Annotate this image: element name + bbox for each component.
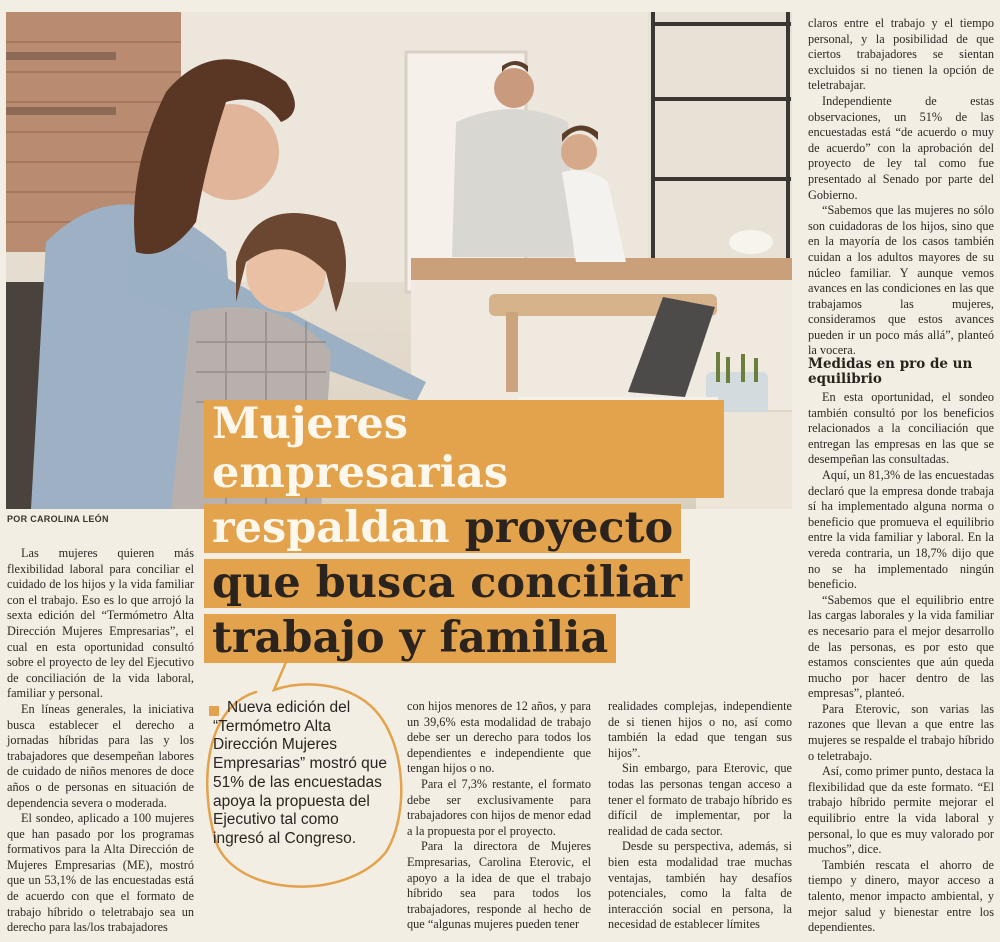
- paragraph: Para el 7,3% restante, el formato debe ser exclusivamente para trabajadores con hijos de menor edad a la propuesta por el proyecto.: [407, 776, 591, 838]
- paragraph: En esta oportunidad, el sondeo también consultó por los beneficios relacionados a la conciliación que entregan las empresas en las que se desempeñan las consultadas.: [808, 390, 994, 467]
- paragraph: Así, como primer punto, destaca la flexibilidad que da este formato. “El trabajo híbrido permite mejorar el equilibrio entre la vida laboral y personal, lo que es muy valorado por muchos”, dice.: [808, 764, 994, 857]
- paragraph: En líneas generales, la iniciativa busca establecer el derecho a jornadas híbridas para las y los trabajadores que desempeñan labores de cuidado de niños menores de doce años o de personas en situación de dependencia severa o moderada.: [7, 701, 194, 810]
- headline-line-1: Mujeres empresarias: [204, 400, 724, 498]
- byline: POR CAROLINA LEÓN: [7, 514, 109, 524]
- headline-line-4: trabajo y familia: [204, 614, 616, 663]
- headline-line-2-dark: proyecto: [464, 503, 674, 553]
- headline-line-3: que busca conciliar: [204, 559, 690, 608]
- paragraph: realidades complejas, independiente de si tienen hijos o no, así como también la edad que tengan sus hijos”.: [608, 699, 792, 760]
- column-2: [407, 699, 591, 933]
- headline: [204, 400, 724, 669]
- paragraph: Desde su perspectiva, además, si bien esta modalidad trae muchas ventajas, también hay desafíos potenciales, como la falta de interacción social en persona, la necesidad de establecer límites: [608, 839, 792, 932]
- headline-line-2: [204, 504, 681, 553]
- paragraph: Para Eterovic, son varias las razones que llevan a que entre las mujeres se respalde el trabajo híbrido o teletrabajo.: [808, 701, 994, 763]
- column-1: [7, 546, 194, 936]
- paragraph: Para la directora de Mujeres Empresarias, Carolina Eterovic, el apoyo a la idea de que el trabajo híbrido sea para todos los trabajadores, responde al hecho de que “algunas mujeres pueden tener: [407, 839, 591, 932]
- section-subhead: Medidas en pro de un equilibrio: [808, 356, 973, 387]
- column-4-bottom: [808, 390, 994, 936]
- column-4-top: [808, 16, 994, 359]
- paragraph: Sin embargo, para Eterovic, que todas las personas tengan acceso a tener el formato de trabajo híbrido es difícil de implementar, por la realidad de cada sector.: [608, 761, 792, 838]
- paragraph: El sondeo, aplicado a 100 mujeres que han pasado por los programas formativos para la Alta Dirección de Mujeres Empresarias (ME), mostró que un 53,1% de las encuestadas está de acuerdo con que el formato de trabajo híbrido o teletrabajo sea un derecho para las/los trabajadores: [7, 811, 194, 935]
- pull-quote: Nueva edición del “Termómetro Alta Dirección Mujeres Empresarias” mostró que 51% de las encuestadas apoya la propuesta del Ejecutivo tal como ingresó al Congreso.: [213, 699, 388, 847]
- headline-line-2-light: respaldan: [212, 503, 450, 553]
- paragraph: “Sabemos que las mujeres no sólo son cuidadoras de los hijos, sino que en la mayoría de los casos también cuidan a los adultos mayores de su núcleo familiar. Y aunque vemos avances en las condiciones en las que trabajamos las mujeres, consideramos que estos avances pueden ir un poco más allá”, planteó la vocera.: [808, 203, 994, 358]
- paragraph: “Sabemos que el equilibrio entre las cargas laborales y la vida familiar es necesario para el mejor desarrollo de las personas, es por esto que estamos conscientes que aún queda mucho por hacer dentro de las empresas”, planteó.: [808, 592, 994, 701]
- column-3: [608, 699, 792, 933]
- paragraph: con hijos menores de 12 años, y para un 39,6% esta modalidad de trabajo debe ser un derecho para todos los dependientes e independiente que tengan hijos o no.: [407, 699, 591, 776]
- paragraph: Independiente de estas observaciones, un 51% de las encuestadas está “de acuerdo o muy de acuerdo” con la aprobación del proyecto de ley tal como fue presentado al Senado por parte del Gobierno.: [808, 93, 994, 202]
- paragraph: claros entre el trabajo y el tiempo personal, y la posibilidad de que ciertos trabajadores se sientan excluidos si no tienen la opción de teletrabajar.: [808, 16, 994, 93]
- paragraph: Aquí, un 81,3% de las encuestadas declaró que la empresa donde trabaja sí ha implementado alguna norma o beneficio que promueva el equilibrio entre la vida familiar y laboral. En la vereda contraria, un 18,7% dijo que no se ha implementado ningún beneficio.: [808, 467, 994, 592]
- paragraph: Las mujeres quieren más flexibilidad laboral para conciliar el cuidado de los hijos y la vida familiar con el trabajo. Eso es lo que arrojó la sexta edición del “Termómetro Alta Dirección Mujeres Empresarias”, el cual en esta oportunidad consultó sobre el proyecto de ley del Ejecutivo de conciliación de la vida laboral, familiar y personal.: [7, 546, 194, 701]
- paragraph: También rescata el ahorro de tiempo y dinero, mayor acceso a talento, menor impacto ambiental, y mejor salud y bienestar entre los dependientes.: [808, 857, 994, 935]
